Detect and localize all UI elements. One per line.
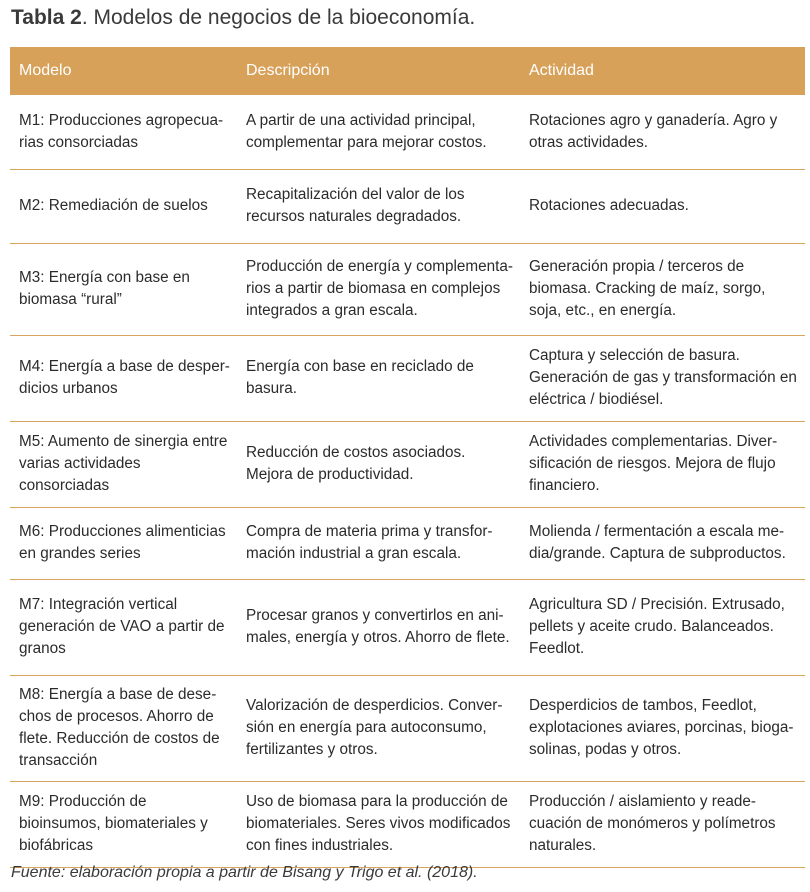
header-descripcion: Descripción xyxy=(237,47,520,95)
table-body xyxy=(10,95,805,867)
business-models-table xyxy=(10,47,805,868)
cell-modelo: M5: Aumento de sinergia entre varias actividades consorciadas xyxy=(10,421,237,507)
source-note: Fuente: elaboración propia a partir de Bisang y Trigo et al. (2018). xyxy=(11,864,478,881)
cell-modelo: M9: Producción de bioinsumos, biomateriales y biofábricas xyxy=(10,781,237,867)
table-header xyxy=(10,47,805,95)
table-title xyxy=(11,4,475,32)
table-row xyxy=(10,169,805,243)
cell-actividad: Captura y selección de basura. Generación de gas y transformación en eléctrica / biodiésel. xyxy=(520,335,805,421)
cell-modelo: M7: Integración vertical generación de VAO a partir de granos xyxy=(10,579,237,675)
cell-descripcion: Producción de energía y complementa-rios a partir de biomasa en complejos integrados a gran escala. xyxy=(237,243,520,335)
header-modelo: Modelo xyxy=(10,47,237,95)
table-row xyxy=(10,675,805,781)
table-row xyxy=(10,243,805,335)
table xyxy=(10,47,805,868)
cell-descripcion: Recapitalización del valor de los recursos naturales degradados. xyxy=(237,169,520,243)
cell-modelo: M1: Producciones agropecua-rias consorciadas xyxy=(10,95,237,169)
cell-modelo: M6: Producciones alimenticias en grandes series xyxy=(10,507,237,579)
cell-actividad: Rotaciones agro y ganadería. Agro y otras actividades. xyxy=(520,95,805,169)
cell-actividad: Agricultura SD / Precisión. Extrusado, pellets y aceite crudo. Balanceados. Feedlot. xyxy=(520,579,805,675)
header-row xyxy=(10,47,805,95)
cell-actividad: Generación propia / terceros de biomasa. Cracking de maíz, sorgo, soja, etc., en energía. xyxy=(520,243,805,335)
table-row xyxy=(10,95,805,169)
cell-actividad: Desperdicios de tambos, Feedlot, explotaciones aviares, porcinas, bioga-solinas, podas y otros. xyxy=(520,675,805,781)
cell-modelo: M3: Energía con base en biomasa “rural” xyxy=(10,243,237,335)
table-row xyxy=(10,579,805,675)
cell-modelo: M8: Energía a base de dese-chos de procesos. Ahorro de flete. Reducción de costos de transacción xyxy=(10,675,237,781)
cell-descripcion: Procesar granos y convertirlos en ani-males, energía y otros. Ahorro de flete. xyxy=(237,579,520,675)
table-row xyxy=(10,507,805,579)
table-row xyxy=(10,335,805,421)
table-row xyxy=(10,421,805,507)
cell-actividad: Actividades complementarias. Diver-sificación de riesgos. Mejora de flujo financiero. xyxy=(520,421,805,507)
cell-descripcion: Valorización de desperdicios. Conver-sión en energía para autoconsumo, fertilizantes y otros. xyxy=(237,675,520,781)
header-actividad: Actividad xyxy=(520,47,805,95)
table-row xyxy=(10,781,805,867)
cell-descripcion: Energía con base en reciclado de basura. xyxy=(237,335,520,421)
cell-actividad: Producción / aislamiento y reade-cuación de monómeros y polímetros naturales. xyxy=(520,781,805,867)
cell-actividad: Molienda / fermentación a escala me-dia/grande. Captura de subproductos. xyxy=(520,507,805,579)
cell-actividad: Rotaciones adecuadas. xyxy=(520,169,805,243)
cell-descripcion: Reducción de costos asociados. Mejora de productividad. xyxy=(237,421,520,507)
cell-modelo: M2: Remediación de suelos xyxy=(10,169,237,243)
table-title-text: . Modelos de negocios de la bioeconomía. xyxy=(81,6,476,29)
cell-descripcion: Compra de materia prima y transfor-mación industrial a gran escala. xyxy=(237,507,520,579)
cell-descripcion: A partir de una actividad principal, complementar para mejorar costos. xyxy=(237,95,520,169)
table-title-label: Tabla 2 xyxy=(11,6,82,29)
cell-modelo: M4: Energía a base de desper-dicios urbanos xyxy=(10,335,237,421)
cell-descripcion: Uso de biomasa para la producción de biomateriales. Seres vivos modificados con fines industriales. xyxy=(237,781,520,867)
